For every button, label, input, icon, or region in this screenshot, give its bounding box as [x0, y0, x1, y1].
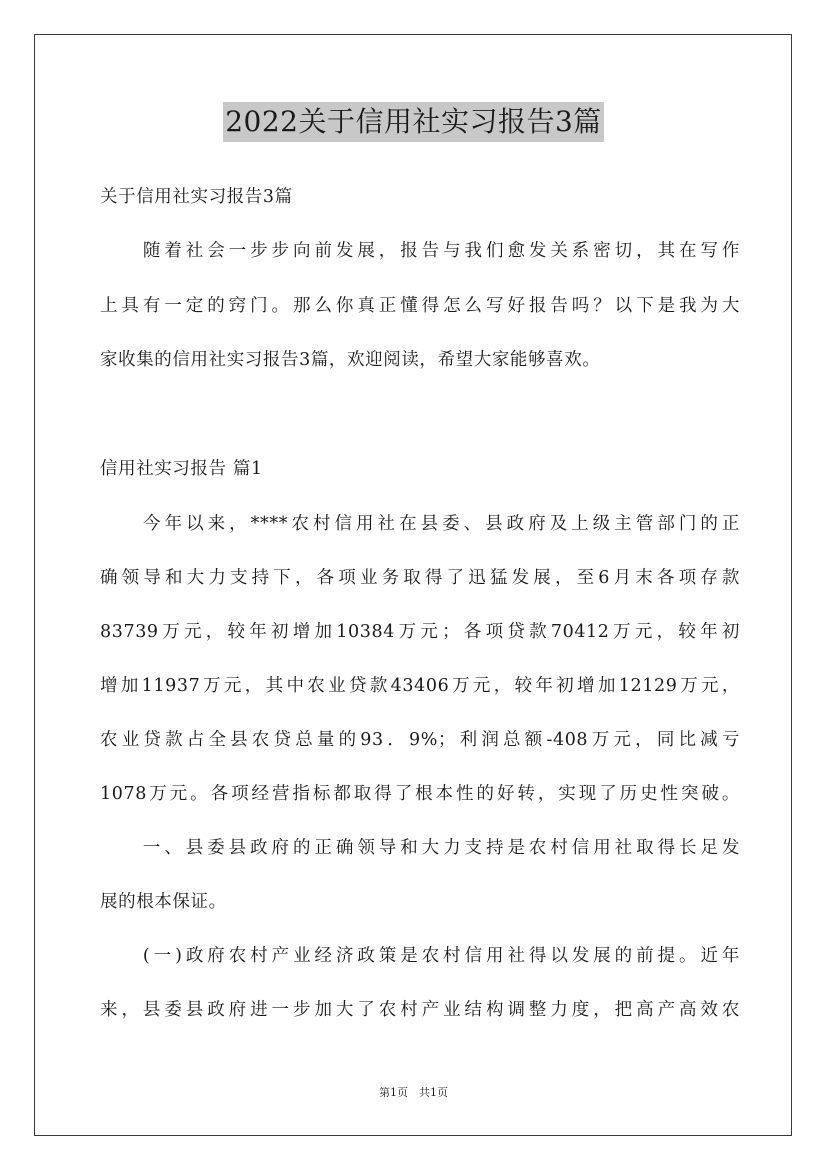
body-line: (一)政府农村产业经济政策是农村信用社得以发展的前提。近年 [100, 946, 740, 966]
body-line: 农业贷款占全县农贷总量的93．9%；利润总额-408万元，同比减亏 [100, 730, 740, 750]
body-line: 83739万元，较年初增加10384万元；各项贷款70412万元，较年初 [100, 622, 740, 642]
intro-line: 上具有一定的窍门。那么你真正懂得怎么写好报告吗？以下是我为大 [100, 296, 740, 316]
body-line: 今年以来，****农村信用社在县委、县政府及上级主管部门的正 [100, 514, 740, 534]
intro-line: 家收集的信用社实习报告3篇，欢迎阅读，希望大家能够喜欢。 [100, 350, 601, 370]
document-subtitle: 关于信用社实习报告3篇 [100, 187, 293, 207]
body-line: 展的根本保证。 [100, 892, 227, 912]
body-line: 增加11937万元，其中农业贷款43406万元，较年初增加12129万元， [100, 676, 740, 696]
title-container [0, 102, 827, 142]
body-line: 一、县委县政府的正确领导和大力支持是农村信用社取得长足发 [100, 838, 740, 858]
section-heading: 信用社实习报告 篇1 [100, 459, 263, 479]
body-line: 1078万元。各项经营指标都取得了根本性的好转，实现了历史性突破。 [100, 784, 740, 804]
body-line: 来，县委县政府进一步加大了农村产业结构调整力度，把高产高效农 [100, 1000, 740, 1020]
intro-line: 随着社会一步步向前发展，报告与我们愈发关系密切，其在写作 [100, 241, 740, 261]
page-footer: 第1页 共1页 [379, 1086, 448, 1099]
document-title: 2022关于信用社实习报告3篇 [223, 102, 604, 142]
body-line: 确领导和大力支持下，各项业务取得了迅猛发展，至6月末各项存款 [100, 568, 740, 588]
